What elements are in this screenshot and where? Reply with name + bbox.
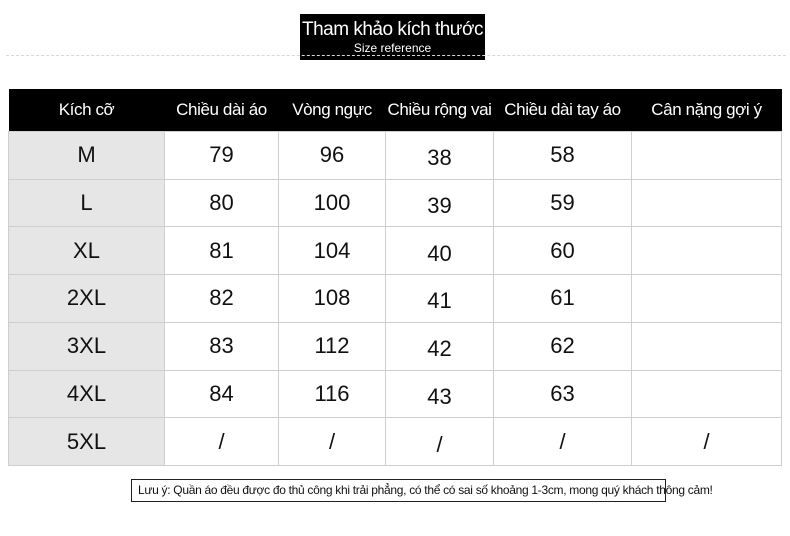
- table-row: [9, 418, 782, 466]
- size-cell: L: [9, 179, 165, 227]
- header-length: Chiều dài áo: [165, 89, 279, 132]
- size-cell: 5XL: [9, 418, 165, 466]
- page-title: Tham khảo kích thước: [302, 19, 483, 40]
- table-cell: [632, 179, 782, 227]
- table-cell: 62: [494, 322, 632, 370]
- table-row: [9, 227, 782, 275]
- table-cell: 40: [386, 227, 494, 275]
- table-cell: 63: [494, 370, 632, 418]
- table-cell: /: [386, 418, 494, 466]
- table-cell: 61: [494, 275, 632, 323]
- table-row: [9, 275, 782, 323]
- table-cell: [632, 275, 782, 323]
- table-cell: 104: [279, 227, 386, 275]
- table-cell: /: [494, 418, 632, 466]
- table-row: [9, 322, 782, 370]
- table-cell: 81: [165, 227, 279, 275]
- table-cell: /: [165, 418, 279, 466]
- size-cell: 3XL: [9, 322, 165, 370]
- table-cell: [632, 132, 782, 180]
- table-cell: 79: [165, 132, 279, 180]
- table-cell: 41: [386, 275, 494, 323]
- table-cell: 112: [279, 322, 386, 370]
- header-sleeve: Chiều dài tay áo: [494, 89, 632, 132]
- table-header-row: [9, 89, 782, 132]
- measurement-note: Lưu ý: Quần áo đều được đo thủ công khi trải phẳng, có thể có sai số khoảng 1-3cm, mong quý khách thông cảm!: [131, 479, 666, 502]
- table-cell: 108: [279, 275, 386, 323]
- header-shoulder: Chiều rộng vai: [386, 89, 494, 132]
- table-cell: /: [279, 418, 386, 466]
- table-cell: 84: [165, 370, 279, 418]
- table-cell: 43: [386, 370, 494, 418]
- table-cell: 116: [279, 370, 386, 418]
- title-banner: [300, 14, 485, 60]
- header-size: Kích cỡ: [9, 89, 165, 132]
- size-table: [8, 89, 782, 466]
- table-cell: 58: [494, 132, 632, 180]
- table-cell: 38: [386, 132, 494, 180]
- table-cell: 60: [494, 227, 632, 275]
- table-cell: [632, 370, 782, 418]
- header-weight: Cân nặng gợi ý: [632, 89, 782, 132]
- size-cell: 2XL: [9, 275, 165, 323]
- table-cell: 96: [279, 132, 386, 180]
- table-cell: 59: [494, 179, 632, 227]
- table-row: [9, 179, 782, 227]
- table-cell: /: [632, 418, 782, 466]
- size-cell: M: [9, 132, 165, 180]
- table-cell: 100: [279, 179, 386, 227]
- table-cell: [632, 227, 782, 275]
- size-cell: XL: [9, 227, 165, 275]
- divider: [6, 55, 786, 56]
- page-subtitle: Size reference: [353, 41, 432, 55]
- size-cell: 4XL: [9, 370, 165, 418]
- table-row: [9, 370, 782, 418]
- table-cell: 82: [165, 275, 279, 323]
- table-cell: 83: [165, 322, 279, 370]
- header-chest: Vòng ngực: [279, 89, 386, 132]
- table-row: [9, 132, 782, 180]
- table-cell: 39: [386, 179, 494, 227]
- table-cell: [632, 322, 782, 370]
- table-cell: 42: [386, 322, 494, 370]
- table-cell: 80: [165, 179, 279, 227]
